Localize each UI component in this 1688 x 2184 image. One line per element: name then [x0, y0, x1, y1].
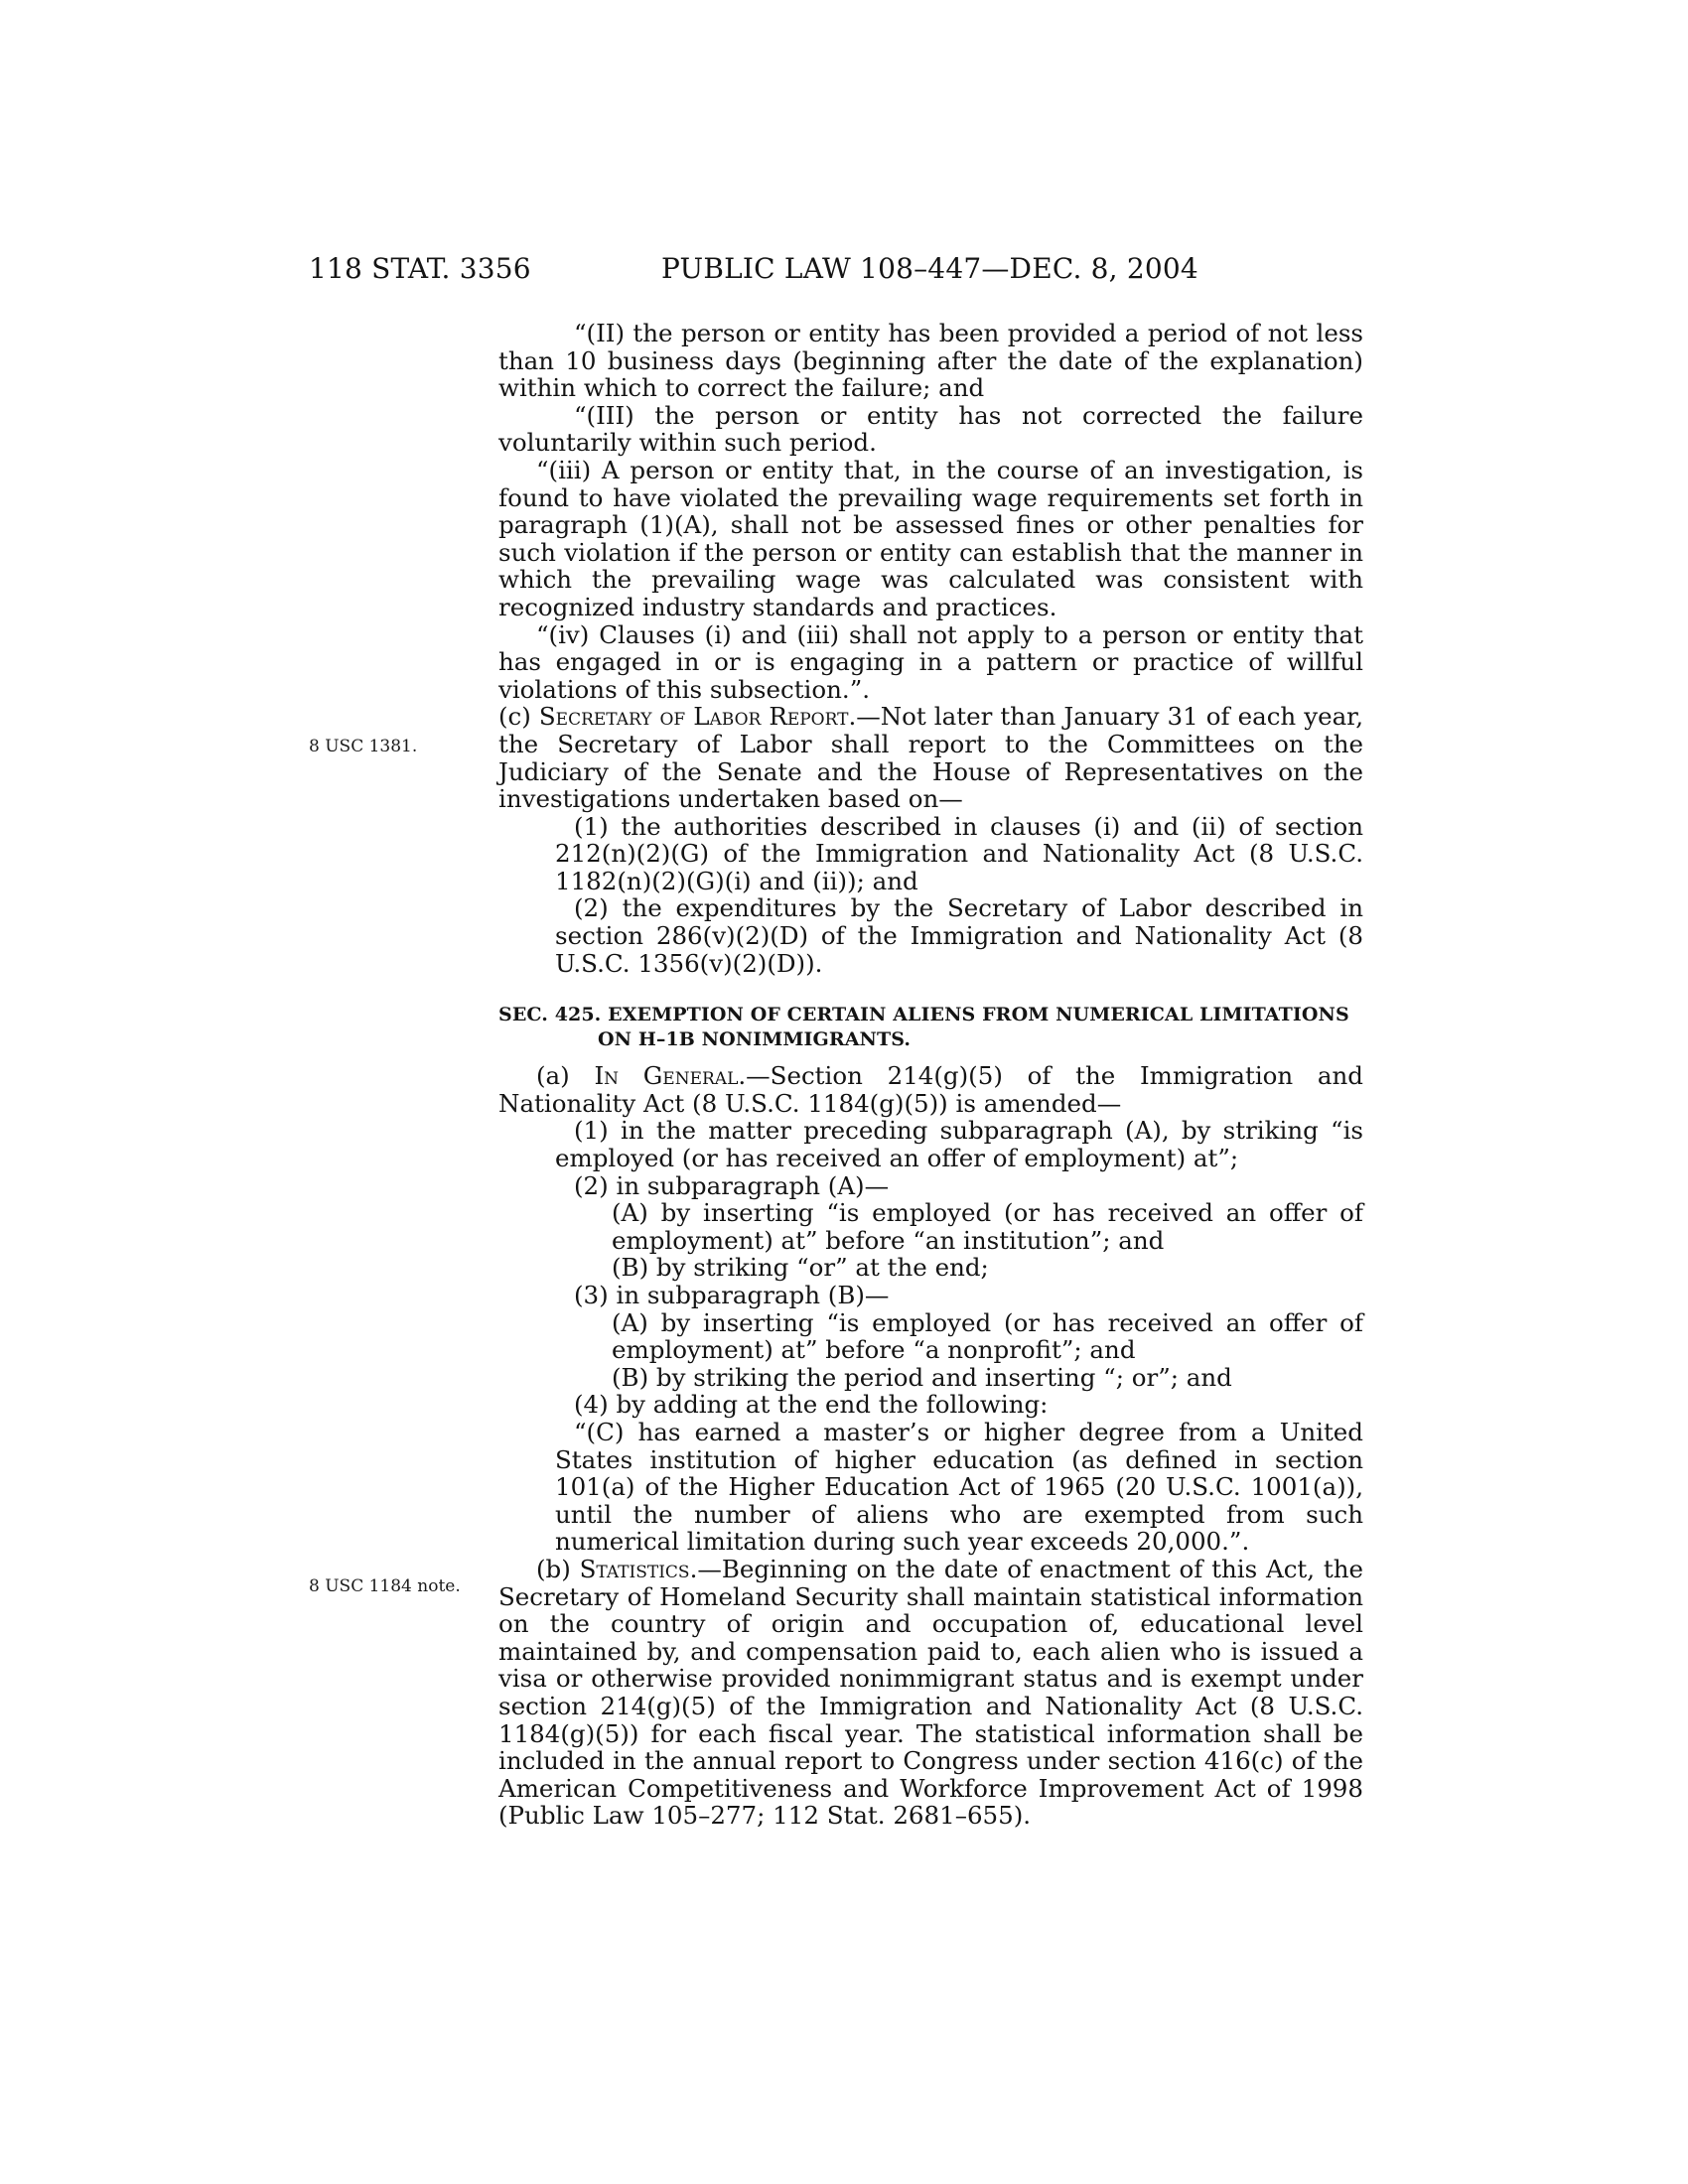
item-2-expenditures: (2) the expenditures by the Secretary of Labor described in section 286(v)(2)(D) of the Immigration and Nationality Act (8 U.S.C. 1356(v)(2)(D)).: [555, 893, 1363, 978]
amendment-item-3: (3) in subparagraph (B)—: [574, 1281, 890, 1309]
subsection-a-label: (a): [536, 1061, 595, 1091]
amendment-item-2: (2) in subparagraph (A)—: [574, 1170, 890, 1200]
section-425-heading: SEC. 425. EXEMPTION OF CERTAIN ALIENS FROM NUMERICAL LIMITATIONS ON H–1B NONIMMIGRANTS.: [498, 1004, 1349, 1051]
amendment-item-2b: (B) by striking “or” at the end;: [612, 1253, 989, 1283]
public-law-title: PUBLIC LAW 108–447—DEC. 8, 2004: [661, 252, 1198, 285]
item-1-authorities: (1) the authorities described in clauses (i) and (ii) of section 212(n)(2)(G) of the Immigration and Nationality Act (8 U.S.C. 1182(n)(2)(G)(i) and (ii)); and: [555, 811, 1363, 895]
margin-note-usc-1381: 8 USC 1381.: [309, 737, 418, 756]
subsection-c-title: Secretary of Labor Report: [538, 702, 849, 732]
amendment-item-1: (1) in the matter preceding subparagraph (A), by striking “is employed (or has received an offer of employment) at”;: [555, 1116, 1363, 1173]
clause-ii-paragraph: “(II) the person or entity has been provided a period of not less than 10 business days (beginning after the date of the explanation) within which to correct the failure; and: [498, 319, 1363, 403]
margin-note-usc-1184: 8 USC 1184 note.: [309, 1576, 461, 1596]
subsection-a-text: .—Section 214(g)(5) of the Immigration and Nationality Act (8 U.S.C. 1184(g)(5)) is amended—: [498, 1061, 1363, 1118]
amendment-item-3b: (B) by striking the period and inserting “; or”; and: [612, 1362, 1232, 1392]
amendment-item-4: (4) by adding at the end the following:: [574, 1390, 1049, 1420]
subsection-a-title: In General: [594, 1061, 739, 1091]
running-header: [0, 252, 1688, 292]
document-body: [498, 320, 1363, 1830]
stat-page-number: 118 STAT. 3356: [309, 252, 531, 285]
subsection-b-paragraph: [498, 1556, 1363, 1830]
subsection-b-label: (b): [536, 1554, 580, 1583]
amendment-item-3a: (A) by inserting “is employed (or has received an offer of employment) at” before “a nonprofit”; and: [612, 1307, 1363, 1365]
subsection-b-text: .—Beginning on the date of enactment of this Act, the Secretary of Homeland Security shall maintain statistical information on the country of origin and occupation of, educational level maintained by, and compensation paid to, each alien who is issued a visa or otherwise provided nonimmigrant status and is exempt under section 214(g)(5) of the Immigration and Nationality Act (8 U.S.C. 1184(g)(5)) for each fiscal year. The statistical information shall be included in the annual report to Congress under section 416(c) of the American Competitiveness and Workforce Improvement Act of 1998 (Public Law 105–277; 112 Stat. 2681–655).: [498, 1554, 1363, 1831]
clause-iii-small-paragraph: “(iii) A person or entity that, in the course of an investigation, is found to have violated the prevailing wage requirements set forth in paragraph (1)(A), shall not be assessed fines or other penalties for such violation if the person or entity can establish that the manner in which the prevailing wage was calculated was consistent with recognized industry standards and practices.: [498, 455, 1363, 621]
subsection-c-paragraph: [498, 703, 1363, 812]
subsection-b-title: Statistics: [579, 1554, 690, 1583]
clause-iii-paragraph: “(III) the person or entity has not corrected the failure voluntarily within such period.: [498, 400, 1363, 458]
inserted-subparagraph-c: “(C) has earned a master’s or higher degree from a United States institution of higher education (as defined in section 101(a) of the Higher Education Act of 1965 (20 U.S.C. 1001(a)), until the number of aliens who are exempted from such numerical limitation during such year exceeds 20,000.”.: [555, 1417, 1363, 1557]
subsection-c-text: .—Not later than January 31 of each year, the Secretary of Labor shall report to the Committees on the Judiciary of the Senate and the House of Representatives on the investigations undertaken based on—: [498, 702, 1363, 814]
subsection-a-paragraph: [498, 1062, 1363, 1117]
subsection-c-label: (c): [498, 702, 539, 732]
amendment-item-2a: (A) by inserting “is employed (or has received an offer of employment) at” before “an institution”; and: [612, 1198, 1363, 1255]
clause-iv-paragraph: “(iv) Clauses (i) and (iii) shall not apply to a person or entity that has engaged in or is engaging in a pattern or practice of willful violations of this subsection.”.: [498, 619, 1363, 704]
